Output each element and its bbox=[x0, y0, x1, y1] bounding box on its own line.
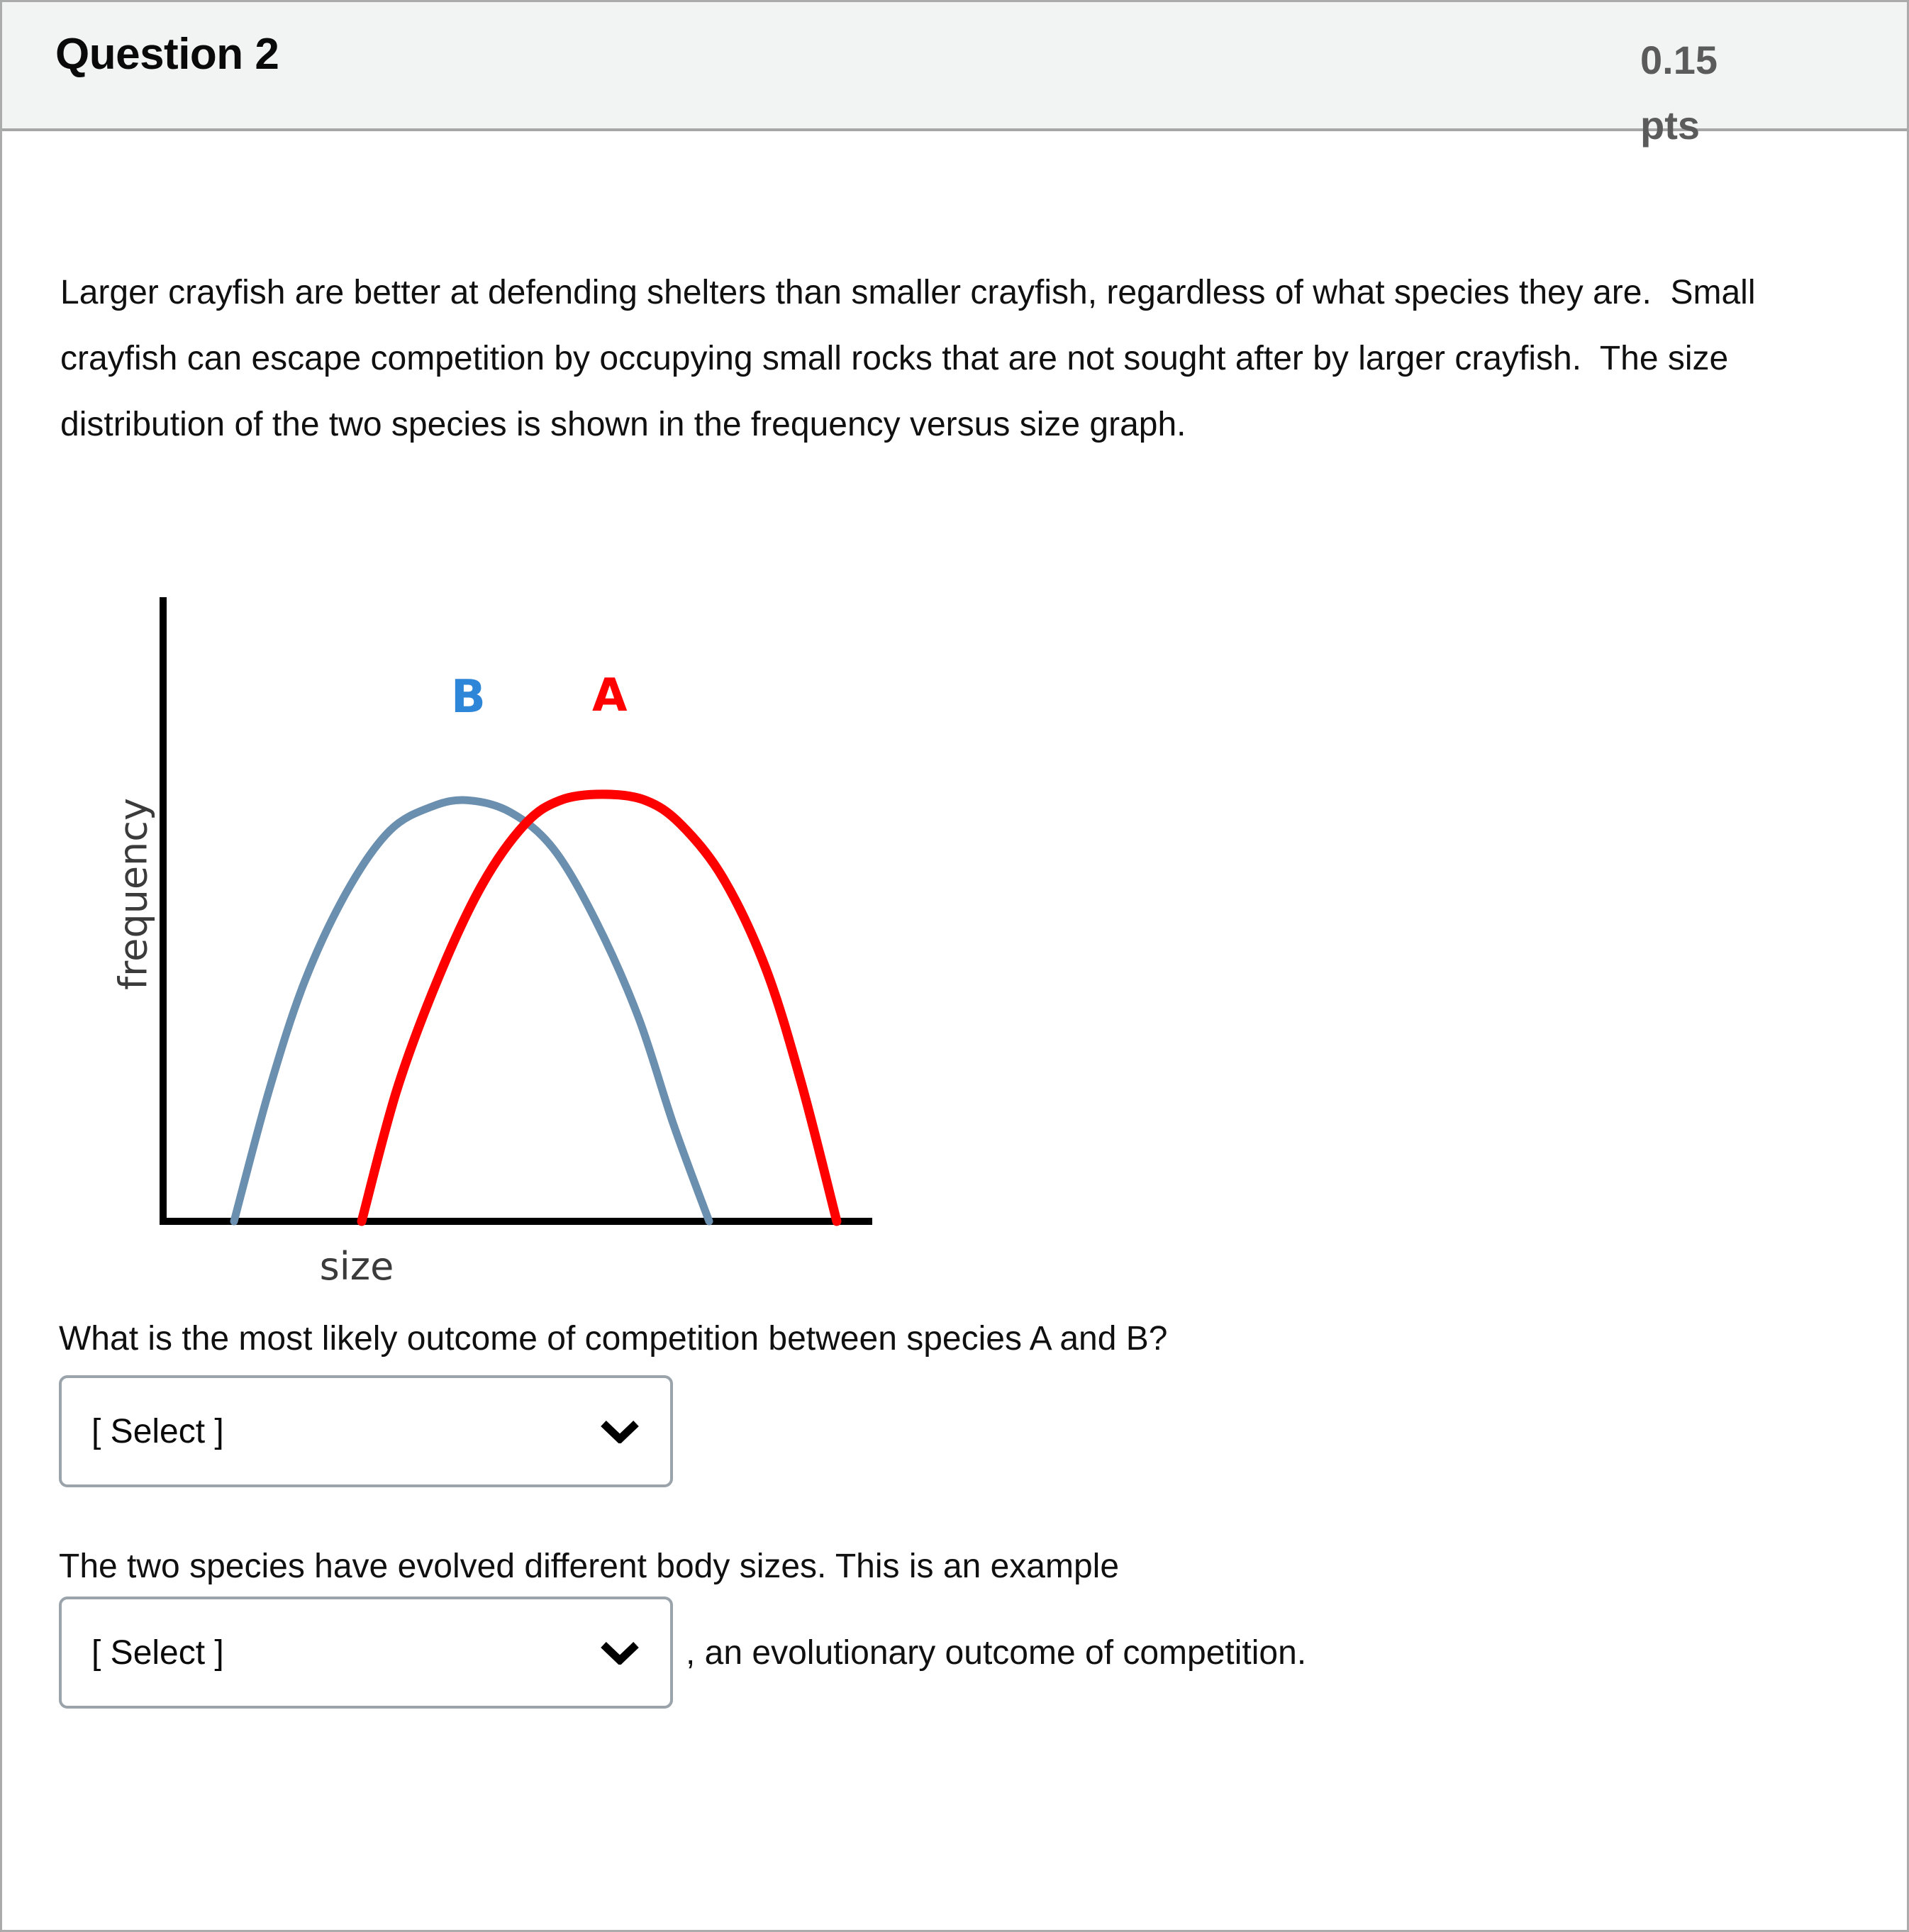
points-unit: pts bbox=[1640, 103, 1700, 148]
question-points bbox=[1640, 28, 1732, 158]
outcome-select[interactable] bbox=[59, 1375, 673, 1487]
curve-species-a bbox=[362, 794, 837, 1221]
select-row-1 bbox=[59, 1375, 673, 1487]
sub-question-1-label: What is the most likely outcome of competition between species A and B? bbox=[59, 1320, 1168, 1358]
sub-question-2-label: The two species have evolved different body sizes. This is an example bbox=[59, 1548, 1120, 1585]
curve-species-b bbox=[234, 800, 709, 1221]
frequency-vs-size-chart bbox=[77, 577, 913, 1287]
curve-label-b: B bbox=[451, 671, 486, 723]
evolutionary-outcome-select-value: [ Select ] bbox=[91, 1633, 224, 1672]
chevron-down-icon bbox=[601, 1640, 639, 1665]
select-row-2 bbox=[59, 1597, 1306, 1709]
evolutionary-outcome-select[interactable] bbox=[59, 1597, 673, 1709]
outcome-select-value: [ Select ] bbox=[91, 1412, 224, 1450]
x-axis-label: size bbox=[319, 1244, 394, 1289]
question-prompt-paragraph: Larger crayfish are better at defending shelters than smaller crayfish, regardless of what species they are. Small crayfish can escape competition by occupying small rocks that are not sought after by larger crayfish. The size distribution of the two species is shown in the frequency versus size graph. bbox=[60, 274, 1765, 443]
y-axis-label: frequency bbox=[111, 798, 156, 990]
sub-question-2-trailing-text: , an evolutionary outcome of competition. bbox=[686, 1633, 1307, 1672]
chart-canvas bbox=[77, 577, 913, 1287]
question-header bbox=[2, 2, 1907, 148]
page-title: Question 2 bbox=[55, 30, 279, 79]
curve-label-a: A bbox=[592, 670, 628, 722]
points-value: 0.15 bbox=[1640, 38, 1718, 82]
chevron-down-icon bbox=[601, 1419, 639, 1443]
